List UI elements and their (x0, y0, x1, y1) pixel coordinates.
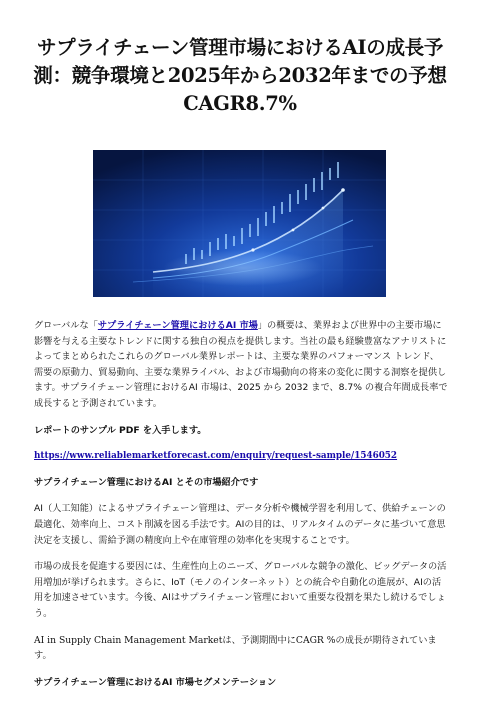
paragraph-cagr: AI in Supply Chain Management Marketは、予測期間中にCAGR %の成長が期待されています。 (34, 634, 437, 662)
intro-text: 」の概要は、業界および世界中の主要市場に影響を与える主要なトレンドに関する独自の視点を提供します。当社の最も経験豊富なアナリストによってまとめられたこれらのグローバル業界レポートは、主要な業界のパフォーマンス トレンド、需要の原動力、貿易動向、主要な業界ライバル、および市場動向の将来の変化に関する洞察を提供します。サプライチェーン管理におけるAI 市場は、2025 から 2032 まで、8.7% の複合年間成長率で成長すると予測されています。 (34, 320, 448, 409)
hero-image (93, 150, 386, 297)
intro-paragraph (34, 318, 448, 412)
article-body (34, 318, 448, 701)
section-heading-segmentation: サプライチェーン管理におけるAI 市場セグメンテーション (34, 676, 277, 688)
sample-heading: レポートのサンプル PDF を入手します。 (34, 424, 207, 436)
page-title: サプライチェーン管理市場におけるAIの成長予測：競争環境と2025年から2032年までの予想CAGR8.7% (33, 36, 447, 115)
stock-chart-image-icon (93, 150, 386, 297)
paragraph-growth-drivers: 市場の成長を促進する要因には、生産性向上のニーズ、グローバルな競争の激化、ビッグデータの活用増加が挙げられます。さらに、IoT（モノのインターネット）との統合や自動化の進展が、AIの活用を加速させています。今後、AIはサプライチェーン管理において重要な役割を果たし続けるでしょう。 (34, 561, 447, 619)
sample-request-link[interactable]: https://www.reliablemarketforecast.com/enquiry/request-sample/1546052 (34, 451, 398, 462)
section-heading-introduction: サプライチェーン管理におけるAI とその市場紹介です (34, 476, 259, 488)
market-link[interactable]: サプライチェーン管理におけるAI 市場 (97, 320, 258, 331)
intro-prefix: グローバルな「 (34, 320, 98, 331)
paragraph-definition: AI（人工知能）によるサプライチェーン管理は、データ分析や機械学習を利用して、供給チェーンの最適化、効率向上、コスト削減を図る手法です。AIの目的は、リアルタイムのデータに基づいて意思決定を支援し、需給予測の精度向上や在庫管理の効率化を実現することです。 (34, 503, 446, 546)
